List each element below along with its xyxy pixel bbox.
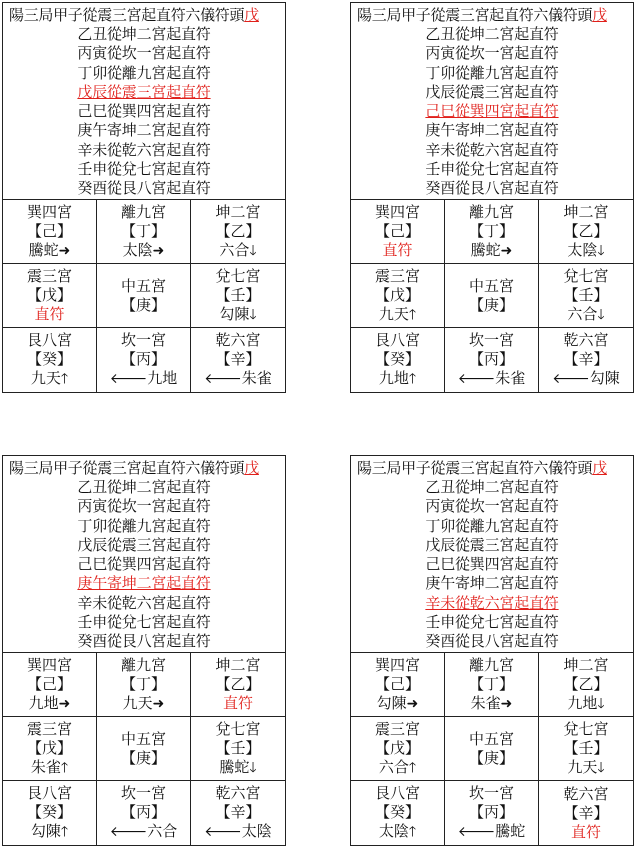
star-row [382,241,412,260]
panel-header [351,3,633,200]
heaven-stem: 【丁】 [120,674,166,693]
arrow-down-icon: 🡓 [597,242,605,259]
rule-line: 辛未從乾六宮起直符 [77,593,211,612]
palace-name: 中五宮 [468,729,514,748]
spirit-name: 九天 [567,757,598,776]
star-row [219,241,256,261]
star-row [219,758,256,778]
heaven-stem: 【丙】 [468,803,514,821]
arrow-left-icon: 🡐 [457,371,496,387]
rule-line: 壬申從兌七宮起直符 [77,613,211,632]
arrow-left-icon: 🡐 [552,371,590,387]
palace-cell [3,264,97,328]
palace-name: 艮八宮 [26,784,72,802]
rule-line: 庚午寄坤二宮起直符 [77,121,211,140]
palace-name: 艮八宮 [374,784,420,802]
palace-name: 坤二宮 [215,202,261,221]
rule-line-highlighted: 戊辰從震三宮起直符 [77,82,211,101]
rule-line: 癸酉從艮八宮起直符 [425,632,559,651]
heaven-stem: 【辛】 [215,350,261,368]
rule-line: 癸酉從艮八宮起直符 [425,179,559,198]
panel-title [9,459,259,478]
heaven-stem: 【辛】 [563,350,609,368]
star-row [110,369,178,389]
star-row [379,822,416,842]
heaven-stem: 【癸】 [26,803,72,821]
star-row [567,241,604,261]
spirit-name: 九天 [30,369,61,387]
palace-cell [97,653,191,717]
rule-line: 丁卯從離九宮起直符 [425,516,559,535]
palace-cell [445,328,539,392]
arrow-left-icon: 🡐 [109,371,148,387]
zhifu-marker: 直符 [222,694,253,712]
star-row [552,369,620,389]
zhifu-marker: 直符 [34,305,65,323]
palace-name: 中五宮 [120,729,166,748]
star-row [379,758,416,778]
rule-line: 戊辰從震三宮起直符 [425,535,559,554]
star-row [29,694,71,714]
palace-cell [191,781,285,845]
arrow-up-icon: 🡑 [408,371,417,387]
spirit-name: 騰蛇 [28,240,59,259]
star-row [34,305,64,324]
arrow-right-icon: ➜ [500,242,513,259]
palace-name: 巽四宮 [374,203,420,221]
zhifu-marker: 直符 [570,822,601,841]
rule-line-highlighted: 辛未從乾六宮起直符 [425,593,559,612]
arrow-down-icon: 🡓 [249,759,257,776]
title-fuhead: 戊 [244,6,259,24]
arrow-right-icon: ➜ [58,695,71,712]
star-row [123,241,165,261]
palace-name: 乾六宮 [563,784,609,803]
palace-cell [191,653,285,717]
palace-name: 坎一宮 [120,784,166,802]
rule-line: 乙丑從坤二宮起直符 [425,25,559,43]
spirit-name: 九地 [147,369,178,387]
rule-line: 己巳從巽四宮起直符 [425,555,559,574]
heaven-stem: 【癸】 [374,350,420,368]
palace-name: 坤二宮 [563,655,609,674]
star-row [458,369,526,389]
palace-grid [3,653,285,845]
palace-cell [191,264,285,328]
panel-header [3,456,285,653]
heaven-stem: 【壬】 [215,285,261,304]
rule-line-highlighted: 庚午寄坤二宮起直符 [77,574,211,593]
palace-cell [3,717,97,781]
arrow-up-icon: 🡑 [60,371,69,387]
arrow-up-icon: 🡑 [408,824,417,840]
arrow-left-icon: 🡐 [109,824,148,840]
arrow-down-icon: 🡓 [249,306,257,323]
palace-cell [539,781,633,845]
rule-line: 己巳從巽四宮起直符 [77,102,211,121]
spirit-name: 九天 [122,693,153,712]
palace-cell [191,200,285,264]
palace-name: 坎一宮 [120,331,166,349]
spirit-name: 朱雀 [30,757,61,776]
star-row [31,822,68,842]
star-row [471,241,513,261]
rule-line: 戊辰從震三宮起直符 [425,82,559,101]
spirit-name: 朱雀 [495,369,526,387]
palace-cell [539,328,633,392]
heaven-stem: 【庚】 [120,748,166,767]
title-text: 陽三局甲子從震三宮起直符六儀符頭 [9,459,245,477]
palace-cell [3,781,97,845]
panel-title [357,6,607,25]
palace-name: 坤二宮 [215,656,261,674]
palace-cell [351,653,445,717]
rule-line: 乙丑從坤二宮起直符 [77,25,211,43]
palace-cell [351,328,445,392]
heaven-stem: 【癸】 [374,803,420,821]
palace-name: 兌七宮 [215,266,261,285]
palace-cell [351,781,445,845]
heaven-stem: 【庚】 [468,748,514,767]
rule-line: 己巳從巽四宮起直符 [77,555,211,574]
spirit-name: 朱雀 [241,369,272,387]
palace-cell [3,328,97,392]
palace-name: 震三宮 [26,267,72,285]
palace-name: 艮八宮 [374,331,420,349]
arrow-left-icon: 🡐 [204,824,242,840]
palace-cell [351,264,445,328]
rule-lines [351,478,633,652]
palace-name: 中五宮 [120,276,166,295]
arrow-left-icon: 🡐 [457,824,496,840]
heaven-stem: 【乙】 [215,221,261,240]
star-row [31,758,68,778]
title-fuhead: 戊 [592,459,607,477]
heaven-stem: 【乙】 [215,675,261,693]
heaven-stem: 【己】 [26,221,72,240]
spirit-name: 勾陳 [30,822,61,840]
palace-cell [3,200,97,264]
panel-2 [350,2,634,393]
rule-line: 辛未從乾六宮起直符 [425,140,559,159]
star-row [29,241,71,261]
heaven-stem: 【丙】 [468,350,514,368]
heaven-stem: 【乙】 [563,674,609,693]
rule-line: 壬申從兌七宮起直符 [425,160,559,179]
star-row [223,694,253,713]
palace-name: 離九宮 [468,655,514,674]
star-row [458,822,526,842]
rule-line: 丁卯從離九宮起直符 [77,63,211,82]
heaven-stem: 【丙】 [120,803,166,821]
spirit-name: 勾陳 [219,304,250,323]
spirit-name: 勾陳 [376,693,407,712]
palace-cell [351,200,445,264]
heaven-stem: 【戊】 [26,738,72,757]
palace-name: 巽四宮 [374,655,420,674]
spirit-name: 太陰 [378,822,409,840]
arrow-right-icon: ➜ [406,695,419,712]
palace-name: 坤二宮 [563,202,609,221]
palace-name: 兌七宮 [563,266,609,285]
heaven-stem: 【壬】 [563,738,609,757]
palace-name: 艮八宮 [26,331,72,349]
spirit-name: 九地 [28,693,59,712]
heaven-stem: 【壬】 [215,738,261,757]
star-row [31,369,68,389]
star-row [567,305,604,325]
star-row [123,694,165,714]
palace-grid [3,200,285,392]
arrow-right-icon: ➜ [152,242,165,259]
palace-name: 乾六宮 [563,331,609,349]
arrow-right-icon: ➜ [152,695,165,712]
heaven-stem: 【癸】 [26,350,72,368]
heaven-stem: 【戊】 [374,738,420,757]
palace-cell [97,781,191,845]
spirit-name: 九天 [378,304,409,323]
palace-grid [351,200,633,392]
palace-name: 兌七宮 [215,719,261,738]
arrow-up-icon: 🡑 [60,824,69,840]
spirit-name: 太陰 [567,240,598,259]
arrow-down-icon: 🡓 [597,306,605,323]
rule-line: 壬申從兌七宮起直符 [77,160,211,179]
rule-lines [3,478,285,652]
spirit-name: 太陰 [241,822,272,840]
star-row [471,694,513,714]
star-row [567,758,604,778]
palace-cell [97,328,191,392]
palace-cell [539,717,633,781]
palace-cell [97,717,191,781]
rule-line: 癸酉從艮八宮起直符 [77,632,211,651]
heaven-stem: 【壬】 [563,285,609,304]
panel-header [351,456,633,653]
star-row [377,694,419,714]
rule-line-highlighted: 己巳從巽四宮起直符 [425,102,559,121]
arrow-right-icon: ➜ [58,242,71,259]
palace-name: 離九宮 [120,655,166,674]
heaven-stem: 【己】 [26,674,72,693]
star-row [567,694,604,714]
rule-line: 丙寅從坎一宮起直符 [77,497,211,516]
star-row [379,305,416,325]
star-row [110,822,178,842]
palace-cell [3,653,97,717]
panel-title [9,6,259,25]
heaven-stem: 【戊】 [374,285,420,304]
arrow-down-icon: 🡓 [249,242,257,259]
heaven-stem: 【辛】 [563,803,609,822]
palace-cell [539,264,633,328]
spirit-name: 六合 [219,240,250,259]
panel-3 [2,455,286,846]
arrow-right-icon: ➜ [500,695,513,712]
rule-line: 庚午寄坤二宮起直符 [425,121,559,140]
rule-line: 丙寅從坎一宮起直符 [425,44,559,63]
spirit-name: 朱雀 [470,693,501,712]
arrow-up-icon: 🡑 [408,306,417,323]
rule-lines [3,25,285,199]
palace-name: 兌七宮 [563,719,609,738]
zhifu-marker: 直符 [382,241,413,259]
rule-line: 辛未從乾六宮起直符 [77,140,211,159]
rule-lines [351,25,633,199]
star-row [204,369,272,389]
arrow-up-icon: 🡑 [408,759,417,776]
palace-name: 震三宮 [374,266,420,285]
arrow-up-icon: 🡑 [60,759,69,776]
arrow-down-icon: 🡓 [597,759,605,776]
title-fuhead: 戊 [244,459,259,477]
title-text: 陽三局甲子從震三宮起直符六儀符頭 [357,459,593,477]
palace-name: 坎一宮 [468,331,514,349]
heaven-stem: 【丁】 [120,221,166,240]
palace-name: 離九宮 [468,202,514,221]
palace-name: 乾六宮 [215,331,261,349]
palace-cell [539,200,633,264]
palace-name: 中五宮 [468,276,514,295]
palace-cell [445,264,539,328]
rule-line: 丁卯從離九宮起直符 [77,516,211,535]
heaven-stem: 【辛】 [215,803,261,821]
palace-name: 巽四宮 [26,655,72,674]
spirit-name: 六合 [567,304,598,323]
panel-header [3,3,285,200]
spirit-name: 騰蛇 [495,822,526,840]
panel-1 [2,2,286,393]
palace-cell [445,200,539,264]
palace-cell [191,328,285,392]
palace-cell [445,653,539,717]
palace-cell [191,717,285,781]
palace-cell [539,653,633,717]
arrow-down-icon: 🡓 [597,695,605,712]
palace-name: 震三宮 [26,719,72,738]
heaven-stem: 【丁】 [468,221,514,240]
title-fuhead: 戊 [592,6,607,24]
arrow-left-icon: 🡐 [204,371,242,387]
spirit-name: 六合 [147,822,178,840]
panel-title [357,459,607,478]
panel-4 [350,455,634,846]
spirit-name: 九地 [567,693,598,712]
spirit-name: 太陰 [122,240,153,259]
rule-line: 丁卯從離九宮起直符 [425,63,559,82]
rule-line: 丙寅從坎一宮起直符 [77,44,211,63]
spirit-name: 騰蛇 [219,757,250,776]
heaven-stem: 【己】 [374,674,420,693]
heaven-stem: 【庚】 [120,295,166,314]
palace-cell [445,781,539,845]
spirit-name: 六合 [378,757,409,776]
rule-line: 丙寅從坎一宮起直符 [425,497,559,516]
title-text: 陽三局甲子從震三宮起直符六儀符頭 [357,6,593,24]
palace-cell [97,200,191,264]
heaven-stem: 【己】 [374,222,420,240]
rule-line: 乙丑從坤二宮起直符 [425,478,559,496]
rule-line: 癸酉從艮八宮起直符 [77,179,211,198]
heaven-stem: 【戊】 [26,286,72,304]
heaven-stem: 【乙】 [563,221,609,240]
rule-line: 戊辰從震三宮起直符 [77,535,211,554]
star-row [571,823,601,842]
star-row [379,369,416,389]
rule-line: 乙丑從坤二宮起直符 [77,478,211,496]
palace-name: 巽四宮 [26,202,72,221]
star-row [219,305,256,325]
palace-grid [351,653,633,845]
spirit-name: 九地 [378,369,409,387]
palace-cell [351,717,445,781]
palace-cell [445,717,539,781]
heaven-stem: 【丁】 [468,674,514,693]
spirit-name: 騰蛇 [470,240,501,259]
rule-line: 壬申從兌七宮起直符 [425,613,559,632]
palace-name: 震三宮 [374,719,420,738]
palace-name: 坎一宮 [468,784,514,802]
palace-name: 乾六宮 [215,784,261,802]
title-text: 陽三局甲子從震三宮起直符六儀符頭 [9,6,245,24]
rule-line: 庚午寄坤二宮起直符 [425,574,559,593]
palace-cell [97,264,191,328]
palace-name: 離九宮 [120,202,166,221]
star-row [204,822,272,842]
heaven-stem: 【丙】 [120,350,166,368]
heaven-stem: 【庚】 [468,295,514,314]
spirit-name: 勾陳 [589,369,620,387]
